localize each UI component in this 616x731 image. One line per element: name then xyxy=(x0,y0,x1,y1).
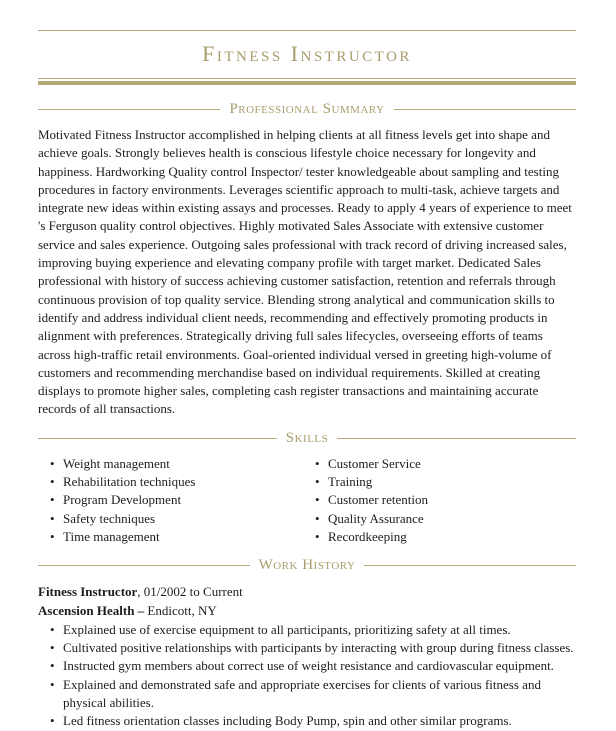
summary-paragraph: Motivated Fitness Instructor accomplished in helping clients at all fitness levels get into shape and achieve goals. Strongly believes health is conscious lifestyle choice necessary for longevity and happiness. Hardworking Quality control Inspector/ tester knowledgeable about sampling and testing procedures in factory environments. Leverages scientific approach to multi-task, achieve targets and integrate new ideas within existing assays and processes. Ready to apply 4 years of experience to meet 's Ferguson quality control objectives. Highly motivated Sales Associate with extensive customer service and sales experience. Outgoing sales professional with track record of driving increased sales, improving buying experience and elevating company profile with target market. Dedicated Sales professional with history of success achieving customer satisfaction, retention and referrals through continuous provision of top quality service. Blending strong analytical and communication skills to identify and address individual client needs, recommending and effectively promoting products in alignment with preferences. Strategically driving full sales lifecycles, overseeing efforts of teams across high-traffic retail environments. Goal-oriented individual versed in greeting high-volume of customers and recommending merchandise based on individual requirements. Skilled at creating displays to promote higher sales, completing cash register transactions and maintaining accurate records of all transactions. xyxy=(38,127,572,417)
work-bullet: • Cultivated positive relationships with participants by interacting with group during fitness classes. xyxy=(50,639,576,657)
skills-rule-right xyxy=(337,438,576,439)
skills-heading xyxy=(38,430,576,447)
job-header xyxy=(38,583,576,620)
job-employer: Ascension Health – xyxy=(38,602,145,618)
work-bullet: • Explained and demonstrated safe and appropriate exercises for clients of various fitness and physical abilities. xyxy=(50,676,576,713)
skill-item: • Recordkeeping xyxy=(315,528,576,546)
work-rule-right xyxy=(364,565,576,566)
skill-item: • Time management xyxy=(50,528,307,546)
skill-item: • Rehabilitation techniques xyxy=(50,473,307,491)
work-rule-left xyxy=(38,565,250,566)
work-bullet: • Led fitness orientation classes including Body Pump, spin and other similar programs. xyxy=(50,712,576,730)
skill-item: • Customer retention xyxy=(315,491,576,509)
skills-list-left xyxy=(50,455,307,546)
summary-heading-text: Professional Summary xyxy=(229,101,385,117)
work-bullet-list xyxy=(38,621,576,731)
work-history-heading xyxy=(38,557,576,574)
skills-rule-left xyxy=(38,438,277,439)
skills-column-right xyxy=(307,455,576,546)
skill-item: • Weight management xyxy=(50,455,307,473)
summary-rule-left xyxy=(38,109,220,110)
work-bullet: • Instructed gym members about correct use of weight resistance and cardiovascular equipment. xyxy=(50,657,576,675)
work-history-heading-text: Work History xyxy=(258,557,356,574)
summary-rule-right xyxy=(394,109,576,110)
top-rule xyxy=(38,30,576,31)
job-location: Endicott, NY xyxy=(144,602,217,618)
title-rule-thin xyxy=(38,78,576,79)
work-bullet: • Explained use of exercise equipment to all participants, prioritizing safety at all times. xyxy=(50,621,576,639)
page-title: Fitness Instructor xyxy=(202,41,412,66)
skill-item: • Program Development xyxy=(50,491,307,509)
skills-heading-text: Skills xyxy=(285,429,329,446)
summary-heading xyxy=(38,101,576,118)
job-title-line xyxy=(38,583,576,601)
skill-item: • Quality Assurance xyxy=(315,510,576,528)
skills-list-right xyxy=(315,455,576,546)
skill-item: • Customer Service xyxy=(315,455,576,473)
skill-item: • Training xyxy=(315,473,576,491)
skills-columns xyxy=(38,455,576,546)
job-title: Fitness Instructor xyxy=(38,584,138,600)
job-employer-line xyxy=(38,602,576,620)
skills-column-left xyxy=(38,455,307,546)
skill-item: • Safety techniques xyxy=(50,510,307,528)
job-dates: , 01/2002 to Current xyxy=(137,584,243,600)
title-rule-thick xyxy=(38,81,576,85)
title-double-rule xyxy=(38,78,576,85)
